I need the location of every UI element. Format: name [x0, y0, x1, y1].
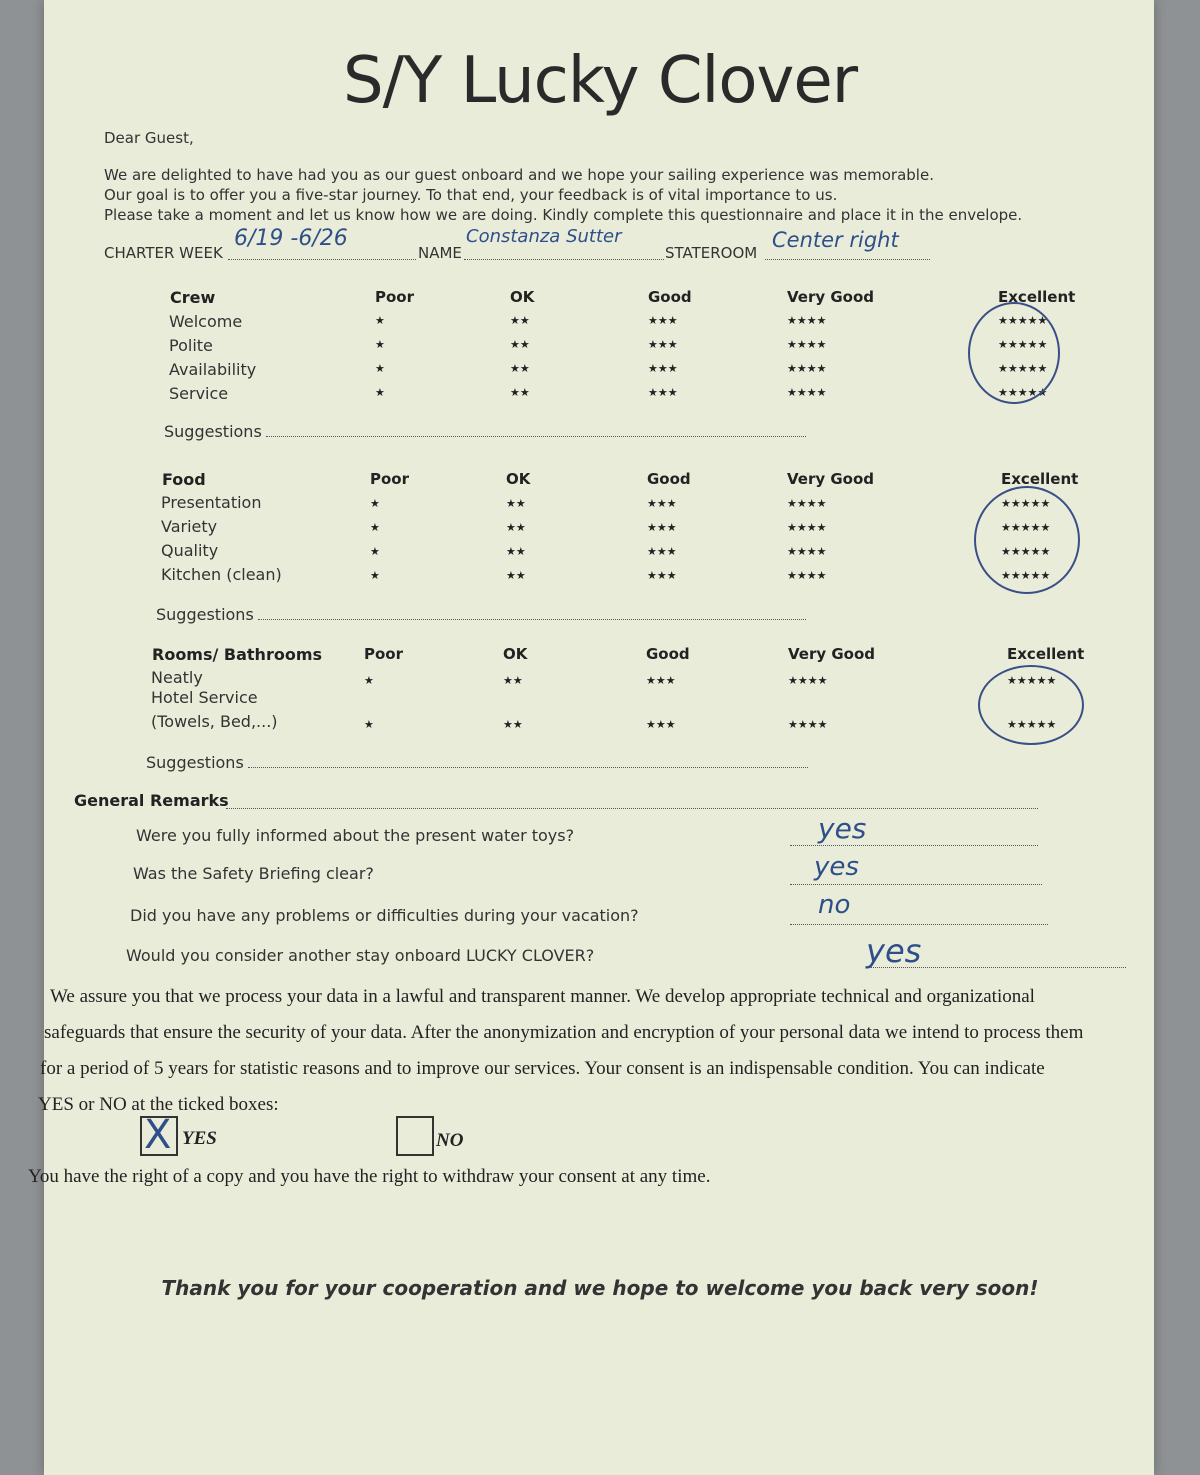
consent-check-mark: X [144, 1112, 172, 1158]
rating-option-2-star[interactable]: ★★ [506, 522, 526, 534]
rating-option-1-star[interactable]: ★ [375, 387, 385, 399]
rating-option-1-star[interactable]: ★ [375, 315, 385, 327]
answer-line [790, 845, 1038, 846]
rating-option-1-star[interactable]: ★ [375, 363, 385, 375]
question-safety-briefing: Was the Safety Briefing clear? [133, 864, 374, 883]
suggestions-field[interactable] [266, 436, 806, 437]
intro-line: Please take a moment and let us know how we are doing. Kindly complete this questionnaire and place it in the envelope. [104, 206, 1023, 224]
rating-option-1-star[interactable]: ★ [364, 675, 374, 687]
rating-row-label: Quality [161, 541, 219, 560]
rating-option-5-star[interactable]: ★★★★★ [1001, 522, 1051, 534]
name-line [464, 259, 664, 260]
rating-option-3-star[interactable]: ★★★ [648, 339, 678, 351]
rating-header-good: Good [646, 645, 690, 663]
section-title-crew: Crew [170, 288, 216, 307]
intro-line: Our goal is to offer you a five-star journey. To that end, your feedback is of vital importance to us. [104, 186, 838, 204]
legal-line: We assure you that we process your data in a lawful and transparent manner. We develop appropriate technical and organizational [50, 986, 1035, 1007]
name-field[interactable]: Constanza Sutter [466, 226, 622, 247]
rating-row-label: (Towels, Bed,...) [151, 712, 278, 731]
consent-yes-checkbox[interactable] [140, 1112, 178, 1158]
rating-header-poor: Poor [370, 470, 410, 488]
rating-header-excellent: Excellent [998, 288, 1076, 306]
rating-option-4-star[interactable]: ★★★★ [787, 339, 827, 351]
thank-you-message: Thank you for your cooperation and we hope to welcome you back very soon! [161, 1276, 1039, 1300]
rating-option-1-star[interactable]: ★ [370, 498, 380, 510]
suggestions-label: Suggestions [156, 605, 254, 624]
section-title-rooms-bathrooms: Rooms/ Bathrooms [152, 645, 323, 664]
rating-option-5-star[interactable]: ★★★★★ [998, 363, 1048, 375]
selected-rating-circle [968, 302, 1060, 404]
rating-row-label: Availability [169, 360, 257, 379]
rating-row-label: Kitchen (clean) [161, 565, 282, 584]
selected-rating-circle [978, 665, 1084, 745]
section-title-food: Food [162, 470, 206, 489]
rating-option-4-star[interactable]: ★★★★ [788, 719, 828, 731]
rating-header-poor: Poor [375, 288, 415, 306]
rating-row-label: Welcome [169, 312, 243, 331]
rating-row-label: Hotel Service [151, 688, 258, 707]
rating-option-2-star[interactable]: ★★ [506, 498, 526, 510]
answer-problems[interactable]: no [818, 890, 851, 920]
rating-row-label: Variety [161, 517, 218, 536]
rating-header-good: Good [648, 288, 692, 306]
intro-line: We are delighted to have had you as our guest onboard and we hope your sailing experience was memorable. [104, 166, 934, 184]
rating-option-2-star[interactable]: ★★ [510, 363, 530, 375]
rating-option-2-star[interactable]: ★★ [510, 339, 530, 351]
rating-option-3-star[interactable]: ★★★ [646, 719, 676, 731]
rating-option-2-star[interactable]: ★★ [506, 570, 526, 582]
answer-water-toys[interactable]: yes [818, 812, 867, 845]
charter-week-line [228, 259, 416, 260]
rating-option-2-star[interactable]: ★★ [503, 675, 523, 687]
charter-week-label: CHARTER WEEK [104, 244, 223, 262]
rating-header-excellent: Excellent [1007, 645, 1085, 663]
rating-option-3-star[interactable]: ★★★ [647, 522, 677, 534]
suggestions-field[interactable] [248, 767, 808, 768]
rating-option-4-star[interactable]: ★★★★ [787, 570, 827, 582]
legal-line: YES or NO at the ticked boxes: [38, 1094, 279, 1115]
rating-option-4-star[interactable]: ★★★★ [787, 363, 827, 375]
rating-option-1-star[interactable]: ★ [370, 522, 380, 534]
rating-option-3-star[interactable]: ★★★ [647, 546, 677, 558]
rating-row-label: Polite [169, 336, 213, 355]
consent-no-label: NO [436, 1130, 464, 1151]
question-water-toys: Were you fully informed about the present water toys? [136, 826, 575, 845]
rating-header-ok: OK [503, 645, 528, 663]
rating-row-label: Service [169, 384, 229, 403]
rating-option-5-star[interactable]: ★★★★★ [1007, 675, 1057, 687]
rating-option-4-star[interactable]: ★★★★ [788, 675, 828, 687]
rating-option-5-star[interactable]: ★★★★★ [1001, 546, 1051, 558]
rating-option-4-star[interactable]: ★★★★ [787, 387, 827, 399]
answer-safety-briefing[interactable]: yes [814, 852, 859, 882]
rating-option-4-star[interactable]: ★★★★ [787, 522, 827, 534]
rating-header-very-good: Very Good [787, 470, 875, 488]
rating-option-3-star[interactable]: ★★★ [648, 387, 678, 399]
rating-option-3-star[interactable]: ★★★ [647, 498, 677, 510]
rating-header-poor: Poor [364, 645, 404, 663]
name-label: NAME [418, 244, 462, 262]
question-another-stay: Would you consider another stay onboard LUCKY CLOVER? [126, 946, 595, 965]
form-title: S/Y Lucky Clover [342, 44, 858, 118]
rating-option-3-star[interactable]: ★★★ [648, 315, 678, 327]
stateroom-label: STATEROOM [665, 244, 758, 262]
stateroom-field[interactable]: Center right [772, 228, 899, 252]
rating-header-excellent: Excellent [1001, 470, 1079, 488]
legal-line: safeguards that ensure the security of your data. After the anonymization and encryption of your personal data we intend to process them [44, 1022, 1084, 1043]
suggestions-label: Suggestions [146, 753, 244, 772]
rating-row-label: Neatly [151, 668, 203, 687]
greeting: Dear Guest, [104, 129, 194, 147]
rating-option-5-star[interactable]: ★★★★★ [998, 315, 1048, 327]
rating-option-2-star[interactable]: ★★ [510, 387, 530, 399]
rating-option-5-star[interactable]: ★★★★★ [1007, 719, 1057, 731]
consent-no-checkbox[interactable] [396, 1116, 434, 1156]
selected-rating-circle [974, 486, 1080, 594]
rating-option-4-star[interactable]: ★★★★ [787, 498, 827, 510]
question-problems: Did you have any problems or difficulties during your vacation? [130, 906, 639, 925]
rating-header-very-good: Very Good [788, 645, 876, 663]
rating-option-1-star[interactable]: ★ [370, 570, 380, 582]
rating-row-label: Presentation [161, 493, 262, 512]
answer-line [790, 884, 1042, 885]
stateroom-line [765, 259, 930, 260]
rating-header-good: Good [647, 470, 691, 488]
rights-line: You have the right of a copy and you have the right to withdraw your consent at any time. [28, 1166, 711, 1187]
general-remarks-label: General Remarks [74, 791, 229, 810]
rating-option-3-star[interactable]: ★★★ [647, 570, 677, 582]
rating-option-1-star[interactable]: ★ [375, 339, 385, 351]
suggestions-field[interactable] [258, 619, 806, 620]
rating-option-5-star[interactable]: ★★★★★ [998, 387, 1048, 399]
rating-option-4-star[interactable]: ★★★★ [787, 315, 827, 327]
answer-line [790, 924, 1048, 925]
consent-yes-label: YES [182, 1128, 217, 1149]
rating-option-5-star[interactable]: ★★★★★ [998, 339, 1048, 351]
rating-option-4-star[interactable]: ★★★★ [787, 546, 827, 558]
rating-option-3-star[interactable]: ★★★ [648, 363, 678, 375]
rating-header-ok: OK [510, 288, 535, 306]
rating-option-3-star[interactable]: ★★★ [646, 675, 676, 687]
rating-option-5-star[interactable]: ★★★★★ [1001, 498, 1051, 510]
suggestions-label: Suggestions [164, 422, 262, 441]
intro-paragraph [104, 165, 1022, 225]
rating-header-very-good: Very Good [787, 288, 875, 306]
rating-option-2-star[interactable]: ★★ [503, 719, 523, 731]
rating-option-1-star[interactable]: ★ [364, 719, 374, 731]
rating-header-ok: OK [506, 470, 531, 488]
rating-option-2-star[interactable]: ★★ [510, 315, 530, 327]
charter-week-field[interactable]: 6/19 -6/26 [234, 226, 348, 251]
rating-option-1-star[interactable]: ★ [370, 546, 380, 558]
rating-option-5-star[interactable]: ★★★★★ [1001, 570, 1051, 582]
rating-option-2-star[interactable]: ★★ [506, 546, 526, 558]
answer-another-stay[interactable]: yes [866, 932, 922, 970]
general-remarks-field[interactable] [226, 808, 1038, 809]
legal-line: for a period of 5 years for statistic reasons and to improve our services. Your consent is an indispensable condition. You can indicate [40, 1058, 1045, 1079]
